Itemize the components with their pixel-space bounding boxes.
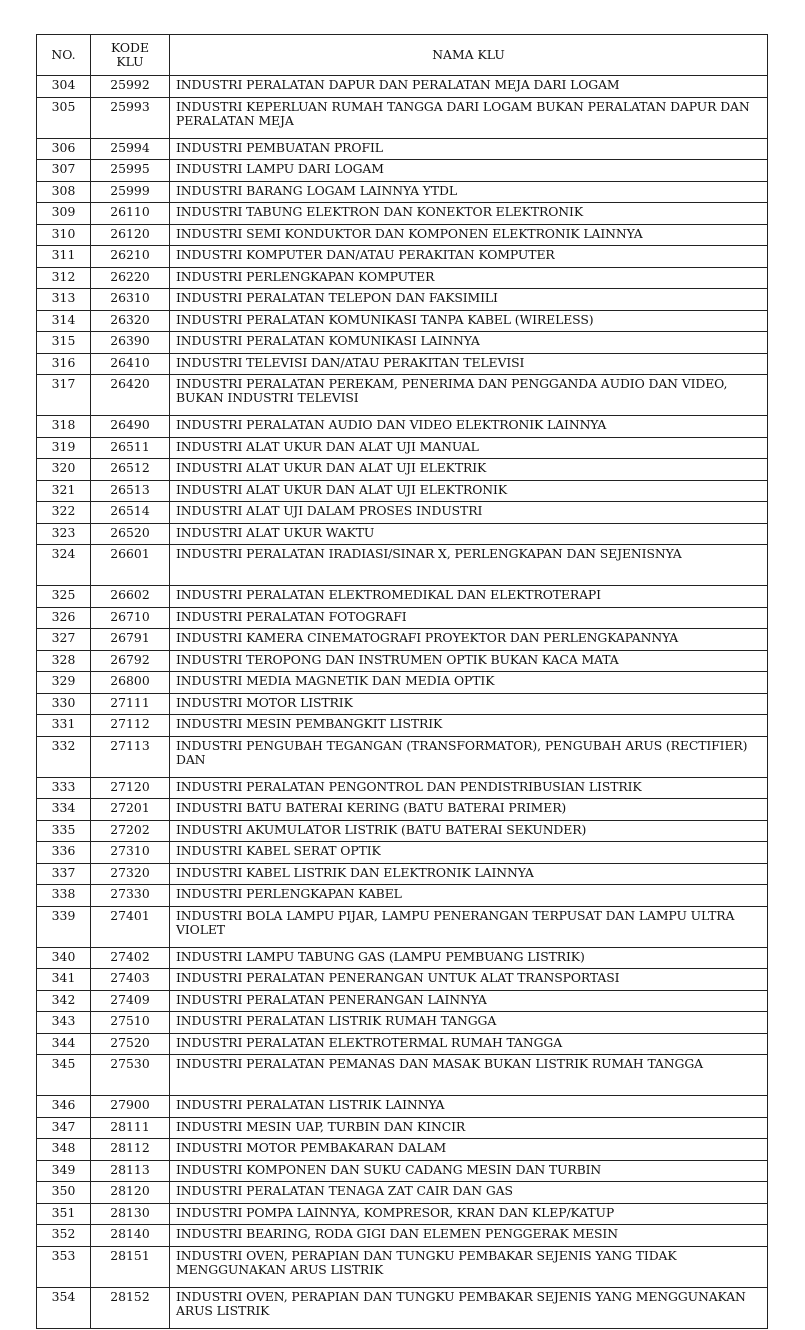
row-klu-code: 26800 (91, 672, 170, 694)
row-klu-name: INDUSTRI TEROPONG DAN INSTRUMEN OPTIK BUKAN KACA MATA (170, 650, 768, 672)
row-number: 308 (37, 181, 91, 203)
row-klu-name: INDUSTRI PERALATAN PENERANGAN UNTUK ALAT TRANSPORTASI (170, 969, 768, 991)
table-row (37, 947, 768, 969)
row-klu-name: INDUSTRI BEARING, RODA GIGI DAN ELEMEN PENGGERAK MESIN (170, 1225, 768, 1247)
row-number: 320 (37, 459, 91, 481)
row-klu-code: 26320 (91, 310, 170, 332)
row-klu-code: 25999 (91, 181, 170, 203)
table-row (37, 545, 768, 586)
row-klu-code: 26601 (91, 545, 170, 586)
row-klu-name: INDUSTRI PERALATAN ELEKTROMEDIKAL DAN ELEKTROTERAPI (170, 586, 768, 608)
row-number: 341 (37, 969, 91, 991)
row-number: 311 (37, 246, 91, 268)
row-klu-name: INDUSTRI BATU BATERAI KERING (BATU BATERAI PRIMER) (170, 799, 768, 821)
table-row (37, 586, 768, 608)
row-klu-name: INDUSTRI MESIN UAP, TURBIN DAN KINCIR (170, 1117, 768, 1139)
row-klu-code: 27402 (91, 947, 170, 969)
row-number: 323 (37, 523, 91, 545)
table-row (37, 736, 768, 777)
row-klu-code: 27112 (91, 715, 170, 737)
row-number: 354 (37, 1287, 91, 1328)
table-row (37, 863, 768, 885)
row-klu-name: INDUSTRI MESIN PEMBANGKIT LISTRIK (170, 715, 768, 737)
row-number: 350 (37, 1182, 91, 1204)
row-klu-name: INDUSTRI ALAT UKUR WAKTU (170, 523, 768, 545)
row-klu-code: 27403 (91, 969, 170, 991)
row-number: 317 (37, 375, 91, 416)
row-klu-name: INDUSTRI PERALATAN PENGONTROL DAN PENDISTRIBUSIAN LISTRIK (170, 777, 768, 799)
row-number: 345 (37, 1055, 91, 1096)
row-number: 339 (37, 906, 91, 947)
klu-table (36, 34, 768, 1329)
row-number: 331 (37, 715, 91, 737)
table-row (37, 138, 768, 160)
row-number: 310 (37, 224, 91, 246)
row-klu-code: 26710 (91, 607, 170, 629)
table-row (37, 1117, 768, 1139)
row-number: 353 (37, 1246, 91, 1287)
table-row (37, 1055, 768, 1096)
row-klu-name: INDUSTRI LAMPU TABUNG GAS (LAMPU PEMBUANG LISTRIK) (170, 947, 768, 969)
row-klu-name: INDUSTRI PERALATAN IRADIASI/SINAR X, PERLENGKAPAN DAN SEJENISNYA (170, 545, 768, 586)
row-klu-code: 27111 (91, 693, 170, 715)
header-no: NO. (37, 35, 91, 76)
table-row (37, 650, 768, 672)
row-klu-name: INDUSTRI PERALATAN DAPUR DAN PERALATAN MEJA DARI LOGAM (170, 76, 768, 98)
table-row (37, 906, 768, 947)
row-klu-name: INDUSTRI KOMPONEN DAN SUKU CADANG MESIN DAN TURBIN (170, 1160, 768, 1182)
row-klu-code: 28112 (91, 1139, 170, 1161)
row-klu-code: 26110 (91, 203, 170, 225)
row-klu-code: 28130 (91, 1203, 170, 1225)
table-row (37, 1246, 768, 1287)
row-klu-code: 27120 (91, 777, 170, 799)
table-body (37, 76, 768, 1329)
row-klu-name: INDUSTRI ALAT UKUR DAN ALAT UJI ELEKTRONIK (170, 480, 768, 502)
row-number: 309 (37, 203, 91, 225)
table-row (37, 246, 768, 268)
header-name: NAMA KLU (170, 35, 768, 76)
row-number: 348 (37, 1139, 91, 1161)
row-klu-code: 28140 (91, 1225, 170, 1247)
row-number: 336 (37, 842, 91, 864)
row-number: 337 (37, 863, 91, 885)
row-klu-name: INDUSTRI PERALATAN TELEPON DAN FAKSIMILI (170, 289, 768, 311)
table-row (37, 1287, 768, 1328)
table-row (37, 459, 768, 481)
row-klu-name: INDUSTRI LAMPU DARI LOGAM (170, 160, 768, 182)
row-klu-name: INDUSTRI KOMPUTER DAN/ATAU PERAKITAN KOMPUTER (170, 246, 768, 268)
row-klu-code: 25992 (91, 76, 170, 98)
table-row (37, 97, 768, 138)
row-klu-code: 25993 (91, 97, 170, 138)
table-row (37, 1033, 768, 1055)
row-klu-code: 27401 (91, 906, 170, 947)
row-klu-name: INDUSTRI KABEL SERAT OPTIK (170, 842, 768, 864)
row-number: 312 (37, 267, 91, 289)
row-klu-name: INDUSTRI BARANG LOGAM LAINNYA YTDL (170, 181, 768, 203)
row-klu-name: INDUSTRI AKUMULATOR LISTRIK (BATU BATERAI SEKUNDER) (170, 820, 768, 842)
table-row (37, 990, 768, 1012)
row-klu-code: 26210 (91, 246, 170, 268)
table-row (37, 289, 768, 311)
row-number: 328 (37, 650, 91, 672)
row-klu-name: INDUSTRI KABEL LISTRIK DAN ELEKTRONIK LAINNYA (170, 863, 768, 885)
row-klu-name: INDUSTRI ALAT UKUR DAN ALAT UJI ELEKTRIK (170, 459, 768, 481)
row-klu-name: INDUSTRI PERALATAN LISTRIK LAINNYA (170, 1096, 768, 1118)
table-row (37, 820, 768, 842)
table-row (37, 502, 768, 524)
table-row (37, 842, 768, 864)
row-klu-code: 26420 (91, 375, 170, 416)
header-row (37, 35, 768, 76)
row-klu-code: 26310 (91, 289, 170, 311)
table-row (37, 181, 768, 203)
row-klu-name: INDUSTRI PEMBUATAN PROFIL (170, 138, 768, 160)
row-klu-name: INDUSTRI SEMI KONDUKTOR DAN KOMPONEN ELEKTRONIK LAINNYA (170, 224, 768, 246)
row-klu-name: INDUSTRI PENGUBAH TEGANGAN (TRANSFORMATOR), PENGUBAH ARUS (RECTIFIER) DAN (170, 736, 768, 777)
row-number: 340 (37, 947, 91, 969)
row-klu-code: 26220 (91, 267, 170, 289)
row-number: 338 (37, 885, 91, 907)
row-klu-code: 28111 (91, 1117, 170, 1139)
table-row (37, 969, 768, 991)
table-row (37, 416, 768, 438)
table-row (37, 76, 768, 98)
table-row (37, 672, 768, 694)
row-klu-name: INDUSTRI KAMERA CINEMATOGRAFI PROYEKTOR DAN PERLENGKAPANNYA (170, 629, 768, 651)
row-number: 321 (37, 480, 91, 502)
row-number: 315 (37, 332, 91, 354)
row-klu-code: 26513 (91, 480, 170, 502)
row-number: 325 (37, 586, 91, 608)
row-klu-code: 26120 (91, 224, 170, 246)
table-row (37, 203, 768, 225)
row-klu-name: INDUSTRI POMPA LAINNYA, KOMPRESOR, KRAN DAN KLEP/KATUP (170, 1203, 768, 1225)
row-klu-name: INDUSTRI BOLA LAMPU PIJAR, LAMPU PENERANGAN TERPUSAT DAN LAMPU ULTRA VIOLET (170, 906, 768, 947)
table-row (37, 607, 768, 629)
header-code (91, 35, 170, 76)
row-klu-code: 27510 (91, 1012, 170, 1034)
row-klu-code: 27310 (91, 842, 170, 864)
row-number: 346 (37, 1096, 91, 1118)
row-klu-code: 28120 (91, 1182, 170, 1204)
row-klu-code: 27409 (91, 990, 170, 1012)
row-number: 334 (37, 799, 91, 821)
table-row (37, 523, 768, 545)
row-klu-code: 27113 (91, 736, 170, 777)
table-row (37, 1012, 768, 1034)
row-number: 343 (37, 1012, 91, 1034)
row-klu-code: 27520 (91, 1033, 170, 1055)
table-row (37, 375, 768, 416)
row-klu-name: INDUSTRI PERALATAN KOMUNIKASI LAINNYA (170, 332, 768, 354)
row-klu-code: 25994 (91, 138, 170, 160)
row-klu-name: INDUSTRI TABUNG ELEKTRON DAN KONEKTOR ELEKTRONIK (170, 203, 768, 225)
row-number: 330 (37, 693, 91, 715)
table-row (37, 715, 768, 737)
row-klu-name: INDUSTRI OVEN, PERAPIAN DAN TUNGKU PEMBAKAR SEJENIS YANG MENGGUNAKAN ARUS LISTRIK (170, 1287, 768, 1328)
row-klu-code: 26490 (91, 416, 170, 438)
header-code-line2: KLU (116, 54, 144, 69)
row-number: 305 (37, 97, 91, 138)
row-klu-name: INDUSTRI PERALATAN AUDIO DAN VIDEO ELEKTRONIK LAINNYA (170, 416, 768, 438)
table-row (37, 777, 768, 799)
row-klu-name: INDUSTRI PERALATAN PEREKAM, PENERIMA DAN PENGGANDA AUDIO DAN VIDEO, BUKAN INDUSTRI TELEVISI (170, 375, 768, 416)
row-klu-name: INDUSTRI ALAT UKUR DAN ALAT UJI MANUAL (170, 437, 768, 459)
row-klu-code: 27330 (91, 885, 170, 907)
row-number: 326 (37, 607, 91, 629)
row-number: 342 (37, 990, 91, 1012)
row-number: 306 (37, 138, 91, 160)
row-number: 314 (37, 310, 91, 332)
table-row (37, 1182, 768, 1204)
row-klu-name: INDUSTRI OVEN, PERAPIAN DAN TUNGKU PEMBAKAR SEJENIS YANG TIDAK MENGGUNAKAN ARUS LISTRIK (170, 1246, 768, 1287)
table-row (37, 267, 768, 289)
row-klu-name: INDUSTRI PERALATAN PEMANAS DAN MASAK BUKAN LISTRIK RUMAH TANGGA (170, 1055, 768, 1096)
row-number: 349 (37, 1160, 91, 1182)
row-number: 329 (37, 672, 91, 694)
row-number: 351 (37, 1203, 91, 1225)
row-number: 347 (37, 1117, 91, 1139)
row-klu-name: INDUSTRI PERLENGKAPAN KOMPUTER (170, 267, 768, 289)
table-row (37, 1160, 768, 1182)
row-klu-code: 28113 (91, 1160, 170, 1182)
table-row (37, 1096, 768, 1118)
row-number: 304 (37, 76, 91, 98)
row-number: 332 (37, 736, 91, 777)
row-klu-name: INDUSTRI PERALATAN FOTOGRAFI (170, 607, 768, 629)
row-klu-name: INDUSTRI KEPERLUAN RUMAH TANGGA DARI LOGAM BUKAN PERALATAN DAPUR DAN PERALATAN MEJA (170, 97, 768, 138)
row-klu-name: INDUSTRI MOTOR LISTRIK (170, 693, 768, 715)
table-row (37, 885, 768, 907)
row-klu-code: 26520 (91, 523, 170, 545)
row-klu-name: INDUSTRI PERALATAN LISTRIK RUMAH TANGGA (170, 1012, 768, 1034)
row-klu-code: 27202 (91, 820, 170, 842)
row-klu-code: 26410 (91, 353, 170, 375)
row-klu-code: 27900 (91, 1096, 170, 1118)
table-row (37, 629, 768, 651)
row-klu-code: 28151 (91, 1246, 170, 1287)
row-klu-name: INDUSTRI PERLENGKAPAN KABEL (170, 885, 768, 907)
row-klu-name: INDUSTRI TELEVISI DAN/ATAU PERAKITAN TELEVISI (170, 353, 768, 375)
table-row (37, 224, 768, 246)
table-row (37, 332, 768, 354)
row-number: 335 (37, 820, 91, 842)
row-klu-code: 28152 (91, 1287, 170, 1328)
row-klu-name: INDUSTRI MOTOR PEMBAKARAN DALAM (170, 1139, 768, 1161)
row-number: 313 (37, 289, 91, 311)
table-row (37, 480, 768, 502)
row-klu-name: INDUSTRI PERALATAN TENAGA ZAT CAIR DAN GAS (170, 1182, 768, 1204)
row-klu-code: 27201 (91, 799, 170, 821)
row-klu-code: 27320 (91, 863, 170, 885)
row-klu-code: 26792 (91, 650, 170, 672)
row-number: 318 (37, 416, 91, 438)
table-row (37, 1203, 768, 1225)
table-row (37, 437, 768, 459)
row-number: 319 (37, 437, 91, 459)
table-row (37, 353, 768, 375)
header-code-line1: KODE (110, 40, 150, 55)
row-number: 316 (37, 353, 91, 375)
table-row (37, 1225, 768, 1247)
row-number: 322 (37, 502, 91, 524)
row-klu-code: 26514 (91, 502, 170, 524)
row-klu-name: INDUSTRI MEDIA MAGNETIK DAN MEDIA OPTIK (170, 672, 768, 694)
row-number: 352 (37, 1225, 91, 1247)
row-klu-name: INDUSTRI PERALATAN KOMUNIKASI TANPA KABEL (WIRELESS) (170, 310, 768, 332)
row-number: 324 (37, 545, 91, 586)
row-number: 344 (37, 1033, 91, 1055)
row-klu-code: 26511 (91, 437, 170, 459)
row-klu-name: INDUSTRI PERALATAN PENERANGAN LAINNYA (170, 990, 768, 1012)
row-klu-code: 26602 (91, 586, 170, 608)
row-klu-code: 25995 (91, 160, 170, 182)
row-klu-code: 26512 (91, 459, 170, 481)
table-row (37, 160, 768, 182)
row-number: 307 (37, 160, 91, 182)
table-row (37, 693, 768, 715)
row-klu-code: 26390 (91, 332, 170, 354)
row-number: 327 (37, 629, 91, 651)
row-klu-name: INDUSTRI PERALATAN ELEKTROTERMAL RUMAH TANGGA (170, 1033, 768, 1055)
table-header (37, 35, 768, 76)
row-klu-code: 27530 (91, 1055, 170, 1096)
table-row (37, 1139, 768, 1161)
row-number: 333 (37, 777, 91, 799)
row-klu-name: INDUSTRI ALAT UJI DALAM PROSES INDUSTRI (170, 502, 768, 524)
table-row (37, 310, 768, 332)
row-klu-code: 26791 (91, 629, 170, 651)
table-row (37, 799, 768, 821)
